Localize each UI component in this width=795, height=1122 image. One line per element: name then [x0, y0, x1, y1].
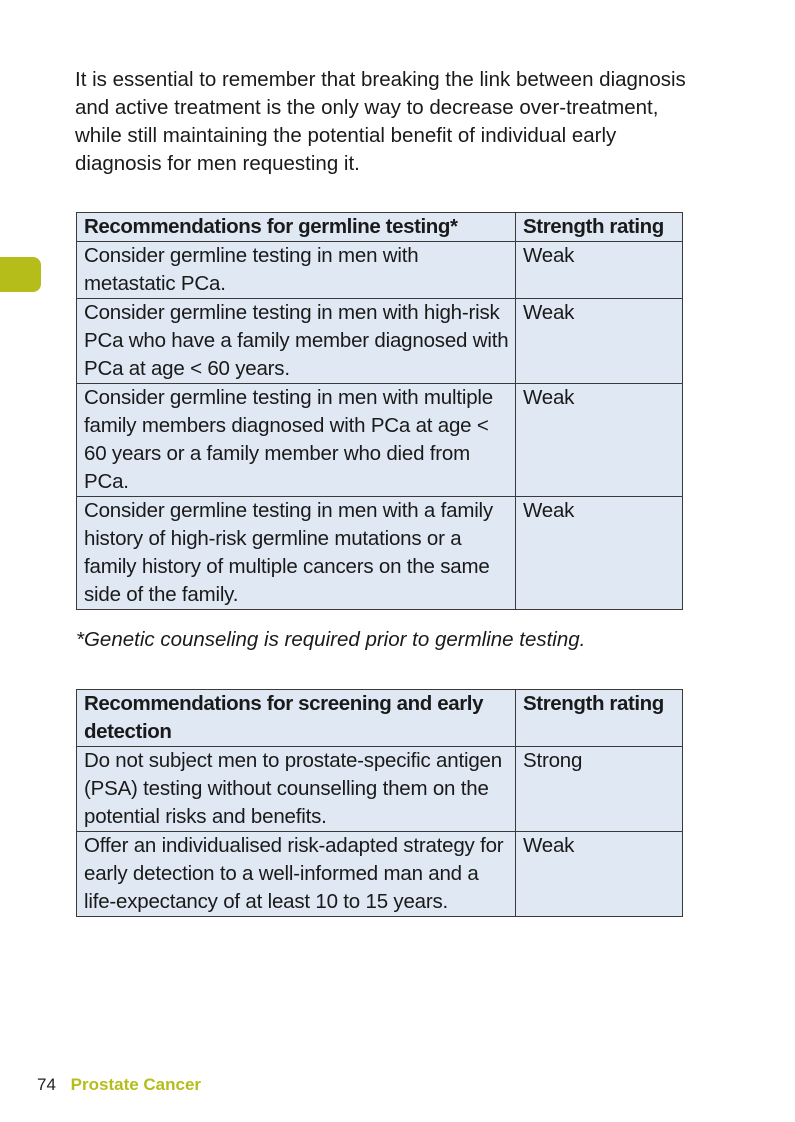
page-footer [37, 1074, 201, 1096]
table-row [77, 747, 683, 832]
recommendation-cell: Consider germline testing in men with a family history of high-risk germline mutations or a family history of multiple cancers on the same side of the family. [77, 497, 516, 610]
intro-paragraph: It is essential to remember that breaking the link between diagnosis and active treatment is the only way to decrease over-treatment, while still maintaining the potential benefit of individual early diagnosis for men requesting it. [75, 68, 686, 175]
recommendation-cell: Consider germline testing in men with multiple family members diagnosed with PCa at age < 60 years or a family member who died from PCa. [77, 384, 516, 497]
strength-cell: Strong [516, 747, 683, 832]
strength-cell: Weak [516, 497, 683, 610]
recommendation-cell: Do not subject men to prostate-specific antigen (PSA) testing without counselling them on the potential risks and benefits. [77, 747, 516, 832]
strength-cell: Weak [516, 832, 683, 917]
chapter-tab-marker [0, 257, 41, 292]
table-header-row [77, 690, 683, 747]
strength-cell: Weak [516, 299, 683, 384]
document-title: Prostate Cancer [70, 1075, 202, 1094]
table-row [77, 384, 683, 497]
page-number: 74 [37, 1075, 56, 1094]
recommendation-cell: Consider germline testing in men with high-risk PCa who have a family member diagnosed with PCa at age < 60 years. [77, 299, 516, 384]
header-strength-rating: Strength rating [516, 690, 683, 747]
table-header-row [77, 213, 683, 242]
screening-table [76, 689, 683, 917]
table-row [77, 497, 683, 610]
table-footnote: *Genetic counseling is required prior to germline testing. [76, 628, 586, 651]
recommendation-cell: Consider germline testing in men with metastatic PCa. [77, 242, 516, 299]
table-row [77, 242, 683, 299]
strength-cell: Weak [516, 242, 683, 299]
strength-cell: Weak [516, 384, 683, 497]
header-strength-rating: Strength rating [516, 213, 683, 242]
germline-testing-table [76, 212, 683, 610]
table-row [77, 832, 683, 917]
header-recommendations: Recommendations for screening and early detection [77, 690, 516, 747]
header-recommendations: Recommendations for germline testing* [77, 213, 516, 242]
recommendation-cell: Offer an individualised risk-adapted strategy for early detection to a well-informed man and a life-expectancy of at least 10 to 15 years. [77, 832, 516, 917]
table-row [77, 299, 683, 384]
